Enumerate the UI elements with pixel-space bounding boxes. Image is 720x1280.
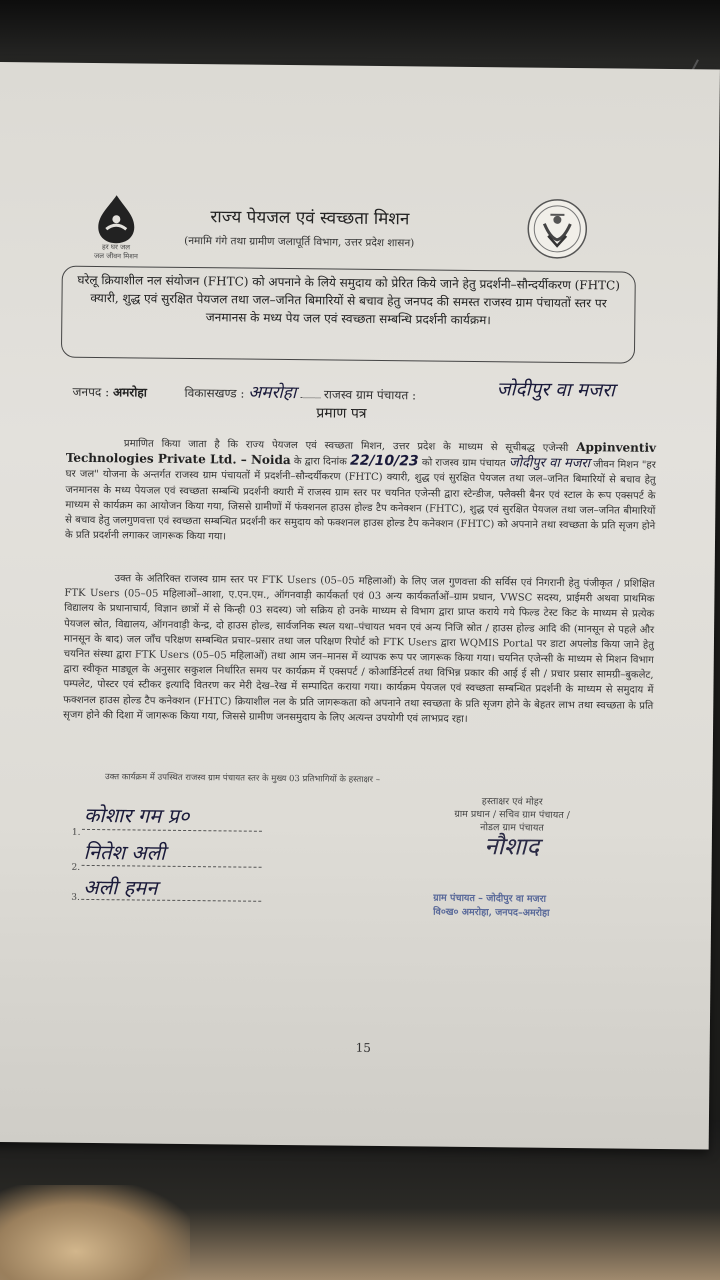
block-value-handwritten: अमरोहा xyxy=(248,382,297,404)
sign-and-seal-label: हस्ताक्षर एवं मोहर xyxy=(481,796,543,808)
pradhan-signature-block xyxy=(412,794,613,861)
logo-caption xyxy=(80,243,152,262)
background-floor-spot xyxy=(0,1185,190,1280)
background-top xyxy=(0,0,720,70)
date-handwritten: 22/10/23 xyxy=(349,452,419,470)
district-label: जनपद : xyxy=(72,384,110,400)
certificate-title: प्रमाण पत्र xyxy=(316,405,367,422)
pradhan-signature: नौशाद xyxy=(484,832,540,861)
block-label: विकासखण्ड : xyxy=(184,385,245,401)
pradhan-label: ग्राम प्रधान / सचिव ग्राम पंचायत / xyxy=(454,808,570,822)
stamp-line-1: ग्राम पंचायत – जोदीपुर वा मजरा xyxy=(433,892,547,905)
panchayat-stamp xyxy=(433,892,550,921)
stamp-line-2: वि०ख० अमरोहा, जनपद–अमरोहा xyxy=(433,906,550,919)
document-page xyxy=(0,62,720,1149)
sig-number-2: 2. xyxy=(71,862,81,873)
agency-name: Appinventiv Technologies Private Ltd. – Noida xyxy=(65,440,657,468)
paragraph-1 xyxy=(65,435,656,550)
panchayat-label: राजस्व ग्राम पंचायत : xyxy=(323,387,417,403)
page-number: 15 xyxy=(355,1040,372,1055)
panchayat-handwritten-inline: जोदीपुर वा मजरा xyxy=(508,455,591,472)
nodal-label: नोडल ग्राम पंचायत xyxy=(480,822,544,834)
para1-rest: जीवन मिशन "हर घर जल" योजना के अन्तर्गत राजस्व ग्राम पंचायतों में प्रदर्शनी–सौन्दर्यीकरण (FHTC) क्यारी, शुद्ध एवं सुरक्षित पेयजल तथा जल–जनित बिमारियों से बचाव हेतु जनमानस के मध्य पेयजल एवं स्वच्छता सम्बन्धि प्रदर्शनी क्यारी में राजस्व ग्राम स्तर पर चयनित एजेन्सी द्वारा स्टेन्डीज, फ्लैक्सी बैनर एवं स्टाल के रूप एक्सपर्ट के माध्यम से कार्यक्रम का आयोजन किया गया, जिससे ग्रामीणों में फंक्शनल हाउस होल्ड टैप कनेक्शन (FHTC), शुद्ध एवं सुरक्षित पेयजल तथा जल–जनित बीमारियों से बचाव हेतु जलगुणवत्ता एवं स्वच्छता सम्बन्धित प्रदर्शनी कर समुदाय को फक्शनल हाउस होल्ड टैप कनेक्शन (FHTC) को अपनाने तथा स्वच्छता के प्रति सृजग होने के प्रति प्रदर्शनी लगाकर जागरूक किया गया। xyxy=(64,459,656,543)
sig-number-1: 1. xyxy=(71,827,81,838)
para1-start: प्रमाणित किया जाता है कि राज्य पेयजल एवं स्वच्छता मिशन, उत्तर प्रदेश के माध्यम से सूचीबद्ध एजेन्सी xyxy=(123,438,569,454)
signature-3: अली हमन xyxy=(83,874,158,900)
logo-caption-line1: हर घर जल xyxy=(102,243,131,252)
para2-text: उक्त के अतिरिक्त राजस्व ग्राम स्तर पर FTK Users (05–05 महिलाओं) के लिए जल गुणवत्ता की सर्विस एवं निगरानी हेतु पंजीकृत / प्रशिक्षित FTK Users (05–05 महिलाओं–आशा, ए.एन.एम., ऑगनवाड़ी कार्यकर्ता एवं 03 अन्य कार्यकर्ताओं–ग्राम प्रधान, VWSC सदस्य, प्राईमरी अथवा प्राथमिक विद्यालय के प्रधानाचार्य, विज्ञान छात्रों में से किन्ही 03 सदस्य) जो सक्रिय हो उनके माध्यम से विभाग द्वारा प्राप्त कराये गये फिल्ड टेस्ट किट के माध्यम से प्रत्येक पेयजल स्रोत, विद्यालय, ऑगनवाड़ी केन्द्र, दो हाउस होल्ड, सार्वजनिक स्थल यथा–पंचायत भवन एवं अन्य निजि स्रोत / हाउस होल्ड आदि की (मानसून से पहले और मानसून के बाद) जल जाँच परिक्षण सम्बन्धित प्रचार–प्रसार तथा जल परिक्षण रिपोर्ट को FTK Users द्वारा WQMIS Portal पर डाटा अपलोड किया जाने हेतु चयनित संस्था द्वारा FTK Users (05–05 महिलाओं) तथा आम जन–मानस में व्यापक रूप पर जागरूक किया गया। चयनित एजेन्सी के माध्यम से मिशन विभाग द्वारा स्वीकृत माड्यूल के अनुसार सकुशल निर्धारित समय पर कार्यक्रम में एक्सपर्ट / कोआर्डिनेटर्स तथा विभिन्न प्रकार की आई ई सी / प्रचार प्रसार सामग्री–बुकलेट, पम्पलेट, पोस्टर एवं स्टीकर इत्यादि वितरण कर मेरी देख–रेख में सम्पादित कराया गया। कार्यक्रम पेयजल एवं स्वच्छता सम्बन्धित प्रदर्शनी के माध्यम से समुदाय में फक्शनल हाउस होल्ड टैप कनेक्शन (FHTC) क्रियाशील नल के प्रति जागरूकता को अपनाने तथा स्वच्छता के प्रति सृजग होने के बेहतर लाभ तथा स्वच्छता के प्रति सृजग होने की दिशा में जागरूक किया गया, जिससे ग्रामीण जनसमुदाय के लिए अत्यन्त उपयोगी एवं लाभप्रद रहा। xyxy=(63,573,655,725)
up-govt-emblem-icon xyxy=(526,198,589,261)
signature-intro: उक्त कार्यक्रम में उपस्थित राजस्व ग्राम पंचायत स्तर के मुख्य 03 प्रतिभागियों के हस्ताक्षर – xyxy=(104,772,381,786)
panchayat-value-handwritten: जोदीपुर वा मजरा xyxy=(496,378,616,402)
date-label: के द्वारा दिनांक xyxy=(293,456,347,468)
district-value: अमरोहा xyxy=(112,385,147,400)
mission-subtitle: (नमामि गंगे तथा ग्रामीण जलापूर्ति विभाग, उत्तर प्रदेश शासन) xyxy=(184,234,415,250)
after-date-text: को राजस्व ग्राम पंचायत xyxy=(421,457,506,470)
location-fields xyxy=(72,378,416,405)
logo-caption-line2: जल जीवन मिशन xyxy=(94,251,138,261)
sig-number-3: 3. xyxy=(71,892,80,903)
program-title-box: घरेलू क्रियाशील नल संयोजन (FHTC) को अपनाने के लिये समुदाय को प्रेरित किये जाने हेतु प्रदर्शनी–सौन्दर्यीकरण (FHTC) क्यारी, शुद्ध एवं सुरक्षित पेयजल तथा जल–जनित बिमारियों से बचाव हेतु जनपद की समस्त राजस्व ग्राम पंचायतों स्तर पर जनमानस के मध्य पेय जल एवं स्वच्छता सम्बन्धि प्रदर्शनी कार्यक्रम। xyxy=(61,266,636,364)
signature-2: नितेश अली xyxy=(83,839,166,865)
paragraph-2 xyxy=(63,571,655,729)
signature-1: कोशार गम प्र० xyxy=(83,802,190,829)
mission-title: राज्य पेयजल एवं स्वच्छता मिशन xyxy=(210,207,410,230)
